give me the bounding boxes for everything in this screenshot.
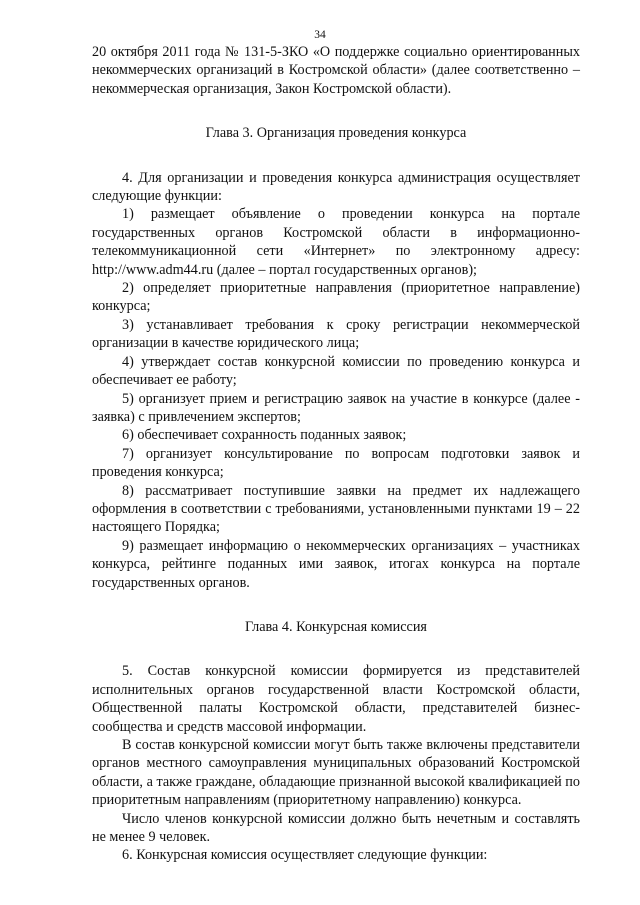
list-item: 4) утверждает состав конкурсной комиссии по проведению конкурса и обеспечивает ее работу; — [92, 353, 580, 389]
document-body — [92, 43, 580, 865]
paragraph: 5. Состав конкурсной комиссии формируется из представителей исполнительных органов государственной власти Костромской области, Общественной палаты Костромской области, представителей бизнес-сообщества и средств массовой информации. — [92, 663, 580, 735]
paragraph: 4. Для организации и проведения конкурса администрация осуществляет следующие функции: — [92, 169, 580, 205]
paragraph: Число членов конкурсной комиссии должно быть нечетным и составлять не менее 9 человек. — [92, 810, 580, 846]
chapter-4-body — [92, 662, 580, 864]
paragraph: В состав конкурсной комиссии могут быть также включены представители органов местного самоуправления муниципальных образований Костромской области, а также граждане, обладающие признанной высокой квалификацией по приоритетным направлениям (приоритетному направлению) конкурса. — [92, 737, 580, 809]
list-item: 6) обеспечивает сохранность поданных заявок; — [122, 427, 407, 444]
chapter-4-heading: Глава 4. Конкурсная комиссия — [245, 618, 427, 635]
list-item: 5) организует прием и регистрацию заявок на участие в конкурсе (далее - заявка) с привлечением экспертов; — [92, 390, 580, 425]
chapter-3-body — [92, 169, 580, 592]
list-item: 1) размещает объявление о проведении конкурса на портале государственных органов Костромской области в информационно-телекоммуникационной сети «Интернет» по электронному адресу: http://www.adm44.ru (далее – портал государственных органов); — [92, 206, 580, 278]
chapter-3-heading: Глава 3. Организация проведения конкурса — [205, 125, 467, 142]
paragraph: 6. Конкурсная комиссия осуществляет следующие функции: — [122, 847, 488, 864]
list-item: 7) организует консультирование по вопросам подготовки заявок и проведения конкурса; — [92, 445, 580, 481]
page-number: 34 — [314, 29, 326, 41]
list-item: 3) устанавливает требования к сроку регистрации некоммерческой организации в качестве юридического лица; — [92, 316, 580, 352]
list-item: 2) определяет приоритетные направления (приоритетное направление) конкурса; — [92, 280, 580, 315]
list-item: 9) размещает информацию о некоммерческих организациях – участниках конкурса, рейтинге поданных ими заявок, итогах конкурса на портале государственных органов. — [92, 537, 580, 591]
intro-paragraph: 20 октября 2011 года № 131-5-ЗКО «О поддержке социально ориентированных некоммерческих организаций в Костромской области» (далее соответственно – некоммерческая организация, Закон Костромской области). — [92, 44, 580, 97]
list-item: 8) рассматривает поступившие заявки на предмет их надлежащего оформления в соответствии с требованиями, установленными пунктами 19 – 22 настоящего Порядка; — [92, 482, 580, 536]
